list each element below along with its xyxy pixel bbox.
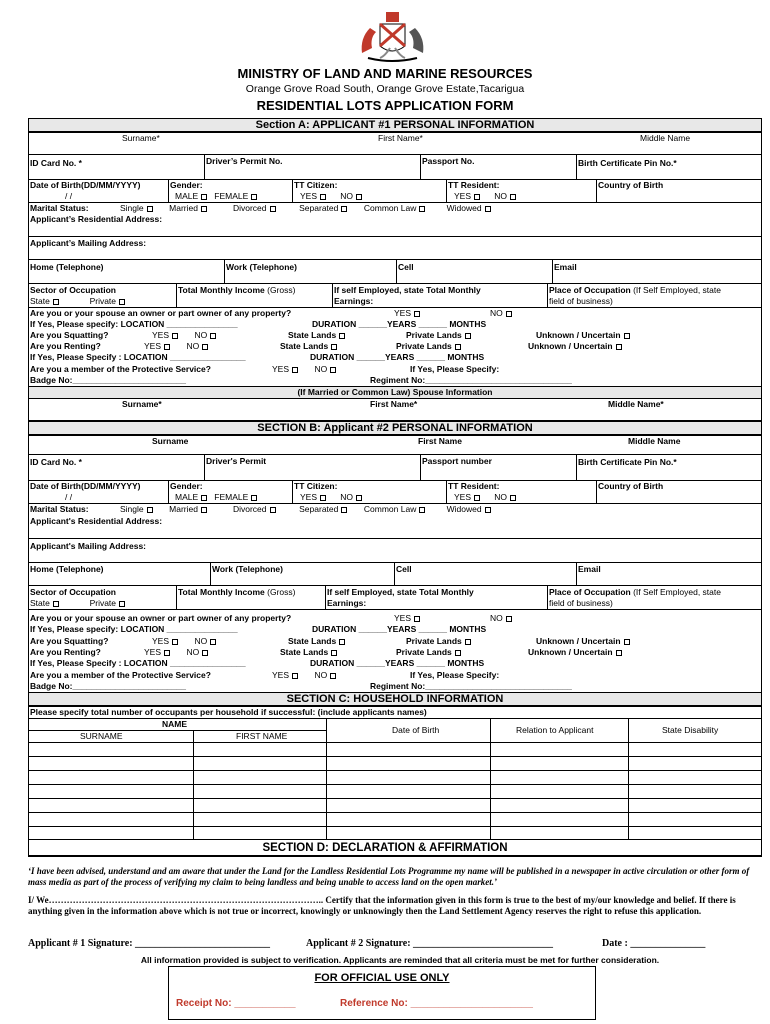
b-gender-label: Gender: [170,481,203,491]
b-surname-label: Surname [152,436,189,446]
b-id-label[interactable]: ID Card No. * [30,457,82,467]
b-squatting-label: Are you Squatting? [30,636,109,646]
a-property-no[interactable]: NO [490,308,512,319]
b-country-birth-label[interactable]: Country of Birth [598,481,664,491]
a-dob-label[interactable]: Date of Birth(DD/MM/YYYY) [30,180,141,190]
a-gender-label: Gender: [170,180,203,190]
coat-of-arms-logo [350,8,435,66]
household-note: Please specify total number of occupants per household if successful: (include applicants names) [30,707,427,717]
b-earnings-label: Earnings: [327,598,367,608]
section-c-header: SECTION C: HOUSEHOLD INFORMATION [28,692,762,707]
b-marital-options[interactable]: Single Married Divorced Separated Common Law Widowed [120,504,491,515]
a-property-question: Are you or your spouse an owner or part owner of any property? [30,308,292,318]
applicant2-signature[interactable]: Applicant # 2 Signature: ____________________________ [306,938,554,949]
a-renting-private[interactable]: Private Lands [396,341,461,352]
ministry-title: MINISTRY OF LAND AND MARINE RESOURCES [237,66,533,81]
reference-number-field[interactable]: Reference No: ______________________ [340,998,533,1009]
b-passport-label[interactable]: Passport number [422,456,492,466]
a-squatting-state[interactable]: State Lands [288,330,345,341]
a-passport-label[interactable]: Passport No. [422,156,475,166]
a-renting-unknown[interactable]: Unknown / Uncertain [528,341,622,352]
a-squatting-options[interactable]: YES NO [152,330,216,341]
a-tt-resident-label: TT Resident: [448,180,500,190]
b-cell-label[interactable]: Cell [396,564,412,574]
b-rent-location[interactable]: If Yes, Please Specify : LOCATION ________________ [30,658,246,668]
b-property-no[interactable]: NO [490,613,512,624]
a-property-duration[interactable]: DURATION ______YEARS ______ MONTHS [312,319,487,329]
spouse-surname-label[interactable]: Surname* [122,399,162,409]
a-middle-label: Middle Name [640,133,691,143]
a-renting-state[interactable]: State Lands [280,341,337,352]
a-protective-options[interactable]: YES NO [272,364,336,375]
b-protective-specify: If Yes, Please Specify: [410,670,500,680]
b-rent-duration[interactable]: DURATION ______YEARS ______ MONTHS [310,658,485,668]
a-income-label[interactable]: Total Monthly Income (Gross) [178,285,296,295]
b-dob-format: / / [65,492,73,502]
a-dob-format: / / [65,191,73,201]
b-gender-options[interactable]: MALE FEMALE [175,492,257,503]
spouse-first-label[interactable]: First Name* [370,399,418,409]
household-name-header: NAME [162,719,188,729]
a-regiment-field[interactable]: Regiment No:_______________________________ [370,375,572,385]
section-a-header: Section A: APPLICANT #1 PERSONAL INFORMATION [28,118,762,133]
a-first-label: First Name* [378,133,423,143]
b-marital-label: Marital Status: [30,504,89,514]
b-field-label: field of business) [549,598,613,608]
b-property-question: Are you or your spouse an owner or part owner of any property? [30,613,292,623]
b-place-label[interactable]: Place of Occupation (If Self Employed, state [549,587,721,597]
household-firstname-header: FIRST NAME [236,731,288,741]
b-squatting-options[interactable]: YES NO [152,636,216,647]
a-sector-options[interactable]: State Private [30,296,125,307]
b-squatting-state[interactable]: State Lands [288,636,345,647]
b-work-phone-label[interactable]: Work (Telephone) [212,564,283,574]
b-mailing-label[interactable]: Applicant's Mailing Address: [30,541,146,551]
a-earnings-label: Earnings: [334,296,374,306]
a-sector-label: Sector of Occupation [30,285,116,295]
a-renting-options[interactable]: YES NO [144,341,208,352]
a-protective-specify: If Yes, Please Specify: [410,364,500,374]
b-tt-citizen-label: TT Citizen: [294,481,338,491]
section-d-header: SECTION D: DECLARATION & AFFIRMATION [262,842,508,854]
certification-text: I/ We……………………………………………………………………………….. Certify that the information given in this form is true to the best of my/our knowledge and belief. If there is anything given in the information above which is not true or incorrect, knowingly or unknowingly then the Land Settlement Agency reserves the right to refuse this application. [28,895,736,916]
b-sector-label: Sector of Occupation [30,587,116,597]
signature-date[interactable]: Date : _______________ [602,938,706,949]
b-birth-cert-label[interactable]: Birth Certificate Pin No.* [578,457,677,467]
a-tt-citizen-options[interactable]: YES NO [300,191,362,202]
b-sector-options[interactable]: State Private [30,598,125,609]
section-b-header: SECTION B: Applicant #2 PERSONAL INFORMATION [28,421,762,436]
b-squatting-unknown[interactable]: Unknown / Uncertain [536,636,630,647]
declaration-quote: ‘I have been advised, understand and am aware that under the Land for the Landless Residential Lots Programme my name will be published in a newspaper in active circulation or other form of mass media as part of the process of verifying my claim to being landless and being unable to access land on the open market.’ [28,866,750,887]
verification-notice: All information provided is subject to verification. Applicants are reminded that all criteria must be met for further consideration. [140,955,660,965]
b-tt-resident-label: TT Resident: [448,481,500,491]
household-disability-header: State Disability [662,725,719,735]
b-protective-label: Are you a member of the Protective Service? [30,670,211,680]
a-mailing-label[interactable]: Applicant’s Mailing Address: [30,238,147,248]
b-residential-label[interactable]: Applicant's Residential Address: [30,516,163,526]
a-field-label: field of business) [549,296,613,306]
b-regiment-field[interactable]: Regiment No:_______________________________ [370,681,572,691]
household-relation-header: Relation to Applicant [516,725,594,735]
ministry-address: Orange Grove Road South, Orange Grove Estate,Tacarigua [245,83,525,95]
a-rent-location[interactable]: If Yes, Please Specify : LOCATION ________________ [30,352,246,362]
b-tt-citizen-options[interactable]: YES NO [300,492,362,503]
b-property-yes[interactable]: YES [394,613,420,624]
a-surname-label: Surname* [122,133,160,143]
b-badge-field[interactable]: Badge No:________________________ [30,681,186,691]
receipt-number-field[interactable]: Receipt No: ___________ [176,998,296,1009]
b-renting-state[interactable]: State Lands [280,647,337,658]
b-middle-label: Middle Name [628,436,681,446]
a-tt-citizen-label: TT Citizen: [294,180,338,190]
b-protective-options[interactable]: YES NO [272,670,336,681]
spouse-info-header: (If Married or Common Law) Spouse Information [28,386,762,399]
b-property-duration[interactable]: DURATION ______YEARS ______ MONTHS [312,624,487,634]
b-renting-options[interactable]: YES NO [144,647,208,658]
a-home-phone-label[interactable]: Home (Telephone) [30,262,104,272]
a-squatting-label: Are you Squatting? [30,330,109,340]
applicant1-signature[interactable]: Applicant # 1 Signature: ___________________________ [28,938,271,949]
a-badge-field[interactable]: Badge No:________________________ [30,375,186,385]
a-id-label[interactable]: ID Card No. * [30,158,82,168]
b-dob-label[interactable]: Date of Birth(DD/MM/YYYY) [30,481,141,491]
a-driver-permit-label[interactable]: Driver’s Permit No. [206,156,283,166]
a-country-birth-label[interactable]: Country of Birth [598,180,664,190]
b-squatting-private[interactable]: Private Lands [406,636,471,647]
b-income-label[interactable]: Total Monthly Income (Gross) [178,587,296,597]
a-email-label[interactable]: Email [554,262,577,272]
a-marital-options[interactable]: Single Married Divorced Separated Common Law Widowed [120,203,491,214]
a-protective-label: Are you a member of the Protective Service? [30,364,211,374]
b-first-label: First Name [418,436,462,446]
b-self-employed-label[interactable]: If self Employed, state Total Monthly [327,587,474,597]
a-property-yes[interactable]: YES [394,308,420,319]
a-birth-cert-label[interactable]: Birth Certificate Pin No.* [578,158,677,168]
household-dob-header: Date of Birth [392,725,440,735]
a-property-location[interactable]: If Yes, Please specify: LOCATION _______________ [30,319,238,329]
a-renting-label: Are you Renting? [30,341,101,351]
household-surname-header: SURNAME [80,731,123,741]
b-tt-resident-options[interactable]: YES NO [454,492,516,503]
a-work-phone-label[interactable]: Work (Telephone) [226,262,297,272]
a-cell-label[interactable]: Cell [398,262,414,272]
b-driver-permit-label[interactable]: Driver's Permit [206,456,267,466]
a-residential-label[interactable]: Applicant’s Residential Address: [30,214,163,224]
a-squatting-unknown[interactable]: Unknown / Uncertain [536,330,630,341]
a-gender-options[interactable]: MALE FEMALE [175,191,257,202]
b-home-phone-label[interactable]: Home (Telephone) [30,564,104,574]
b-property-location[interactable]: If Yes, Please specify: LOCATION _______________ [30,624,238,634]
a-rent-duration[interactable]: DURATION ______YEARS ______ MONTHS [310,352,485,362]
spouse-middle-label[interactable]: Middle Name* [608,399,664,409]
form-title: RESIDENTIAL LOTS APPLICATION FORM [256,98,514,113]
official-use-title: FOR OFFICIAL USE ONLY [314,972,450,984]
b-renting-unknown[interactable]: Unknown / Uncertain [528,647,622,658]
a-squatting-private[interactable]: Private Lands [406,330,471,341]
b-email-label[interactable]: Email [578,564,601,574]
a-marital-label: Marital Status: [30,203,89,213]
b-renting-private[interactable]: Private Lands [396,647,461,658]
b-renting-label: Are you Renting? [30,647,101,657]
a-tt-resident-options[interactable]: YES NO [454,191,516,202]
a-place-label[interactable]: Place of Occupation (If Self Employed, state [549,285,721,295]
a-self-employed-label[interactable]: If self Employed, state Total Monthly [334,285,481,295]
